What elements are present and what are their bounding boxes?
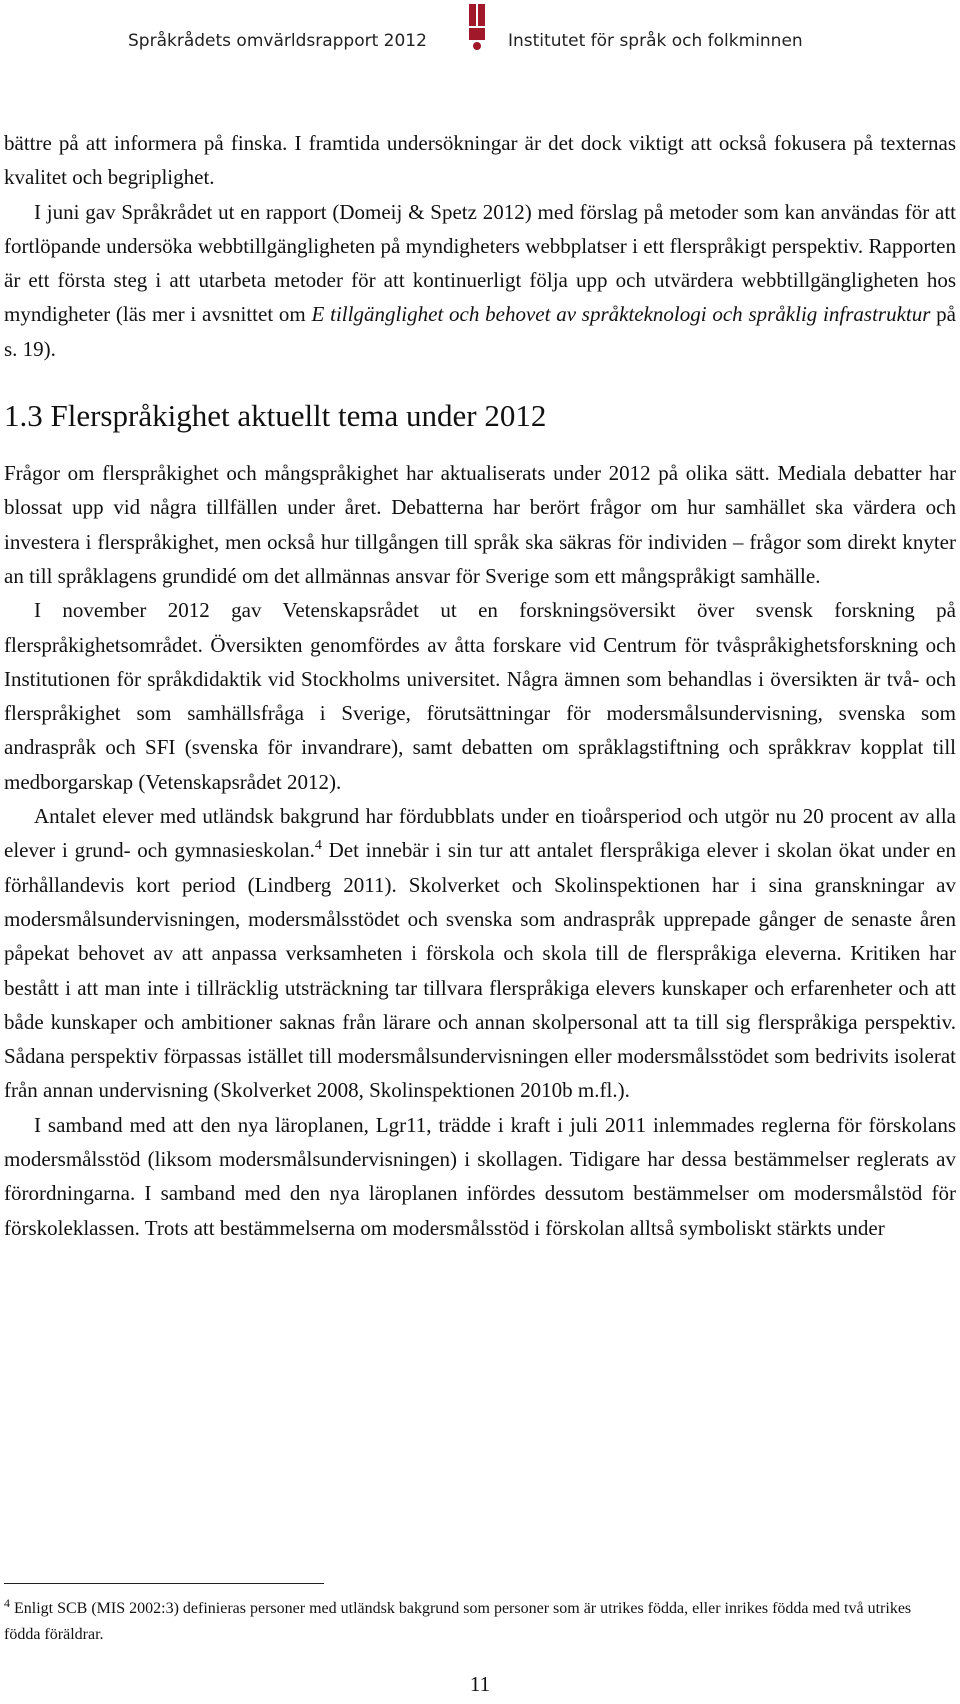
footnote-marker[interactable]: 4 (314, 838, 322, 854)
paragraph-text: I juni gav Språkrådet ut en rapport (Domeij & Spetz 2012) med förslag på metoder som kan användas för att fortlöpande undersöka webbtillgängligheten på myndigheters webbplatser i ett flerspråkigt perspektiv. Rapporten är ett första steg i att utarbeta metoder för att kontinuerligt följa upp och utvärdera webbtillgängligheten hos myndigheter (läs mer i avsnittet om (4, 199, 956, 327)
paragraph-text: Antalet elever med utländsk bakgrund har fördubblats under en tioårsperiod och utgör nu 20 procent av alla elever i grund- och gymnasieskolan. (4, 804, 956, 863)
paragraph: I samband med att den nya läroplanen, Lgr11, trädde i kraft i juli 2011 inlemmades reglerna för förskolans modersmålsstöd (liksom modersmålsundervisningen) i skollagen. Tidigare har dessa bestämmelser reglerats av förordningarna. I samband med den nya läroplanen infördes dessutom bestämmelser om modersmålstöd för förskoleklassen. Trots att bestämmelserna om modersmålsstöd i förskolan alltså symboliskt stärkts under (4, 1112, 956, 1240)
institute-logo-icon (467, 4, 487, 50)
paragraph (4, 195, 956, 366)
footnote (4, 1596, 934, 1648)
header-left-title: Språkrådets omvärldsrapport 2012 (128, 31, 427, 51)
paragraph: I november 2012 gav Vetenskapsrådet ut en forskningsöversikt över svensk forskning på flerspråkighetsområdet. Översikten genomfördes av åtta forskare vid Centrum för tvåspråkighetsforskning och Institutionen för språkdidaktik vid Stockholms universitet. Några ämnen som behandlas i översikten är två- och flerspråkighet som samhällsfråga i Sverige, förutsättningar för modersmålsundervisning, svenska som andraspråk och SFI (svenska för invandrare), samt debatten om språklagstiftning och språkkrav kopplat till medborgarskap (Vetenskapsrådet 2012). (4, 598, 956, 794)
footnote-text: Enligt SCB (MIS 2002:3) definieras personer med utländsk bakgrund som personer som är utrikes födda, eller inrikes födda med två utrikes födda föräldrar. (4, 1600, 912, 1643)
paragraph-text: Det innebär i sin tur att antalet flerspråkiga elever i skolan ökat under en förhållandevis kort period (Lindberg 2011). Skolverket och Skolinspektionen har i sina granskningar av modersmålsundervisningen, modersmålsstödet och svenska som andraspråk upprepade gånger de senaste åren påpekat behovet av att anpassa verksamheten i förskola och skola till de flerspråkiga eleverna. Kritiken har bestått i att man inte i tillräcklig utsträckning tar tillvara flerspråkiga elevers kunskaper och erfarenheter och att både kunskaper och ambitioner saknas från lärare och annan skolpersonal att ta till sig flerspråkiga perspektiv. Sådana perspektiv förpassas istället till modersmålsundervisningen eller modersmålsstödet som bedrivits isolerat från annan undervisning (Skolverket 2008, Skolinspektionen 2010b m.fl.). (4, 838, 956, 1103)
section-reference: E tillgänglighet och behovet av språkteknologi och språklig infrastruktur (311, 302, 931, 327)
page-number: 11 (469, 1672, 491, 1696)
main-text (4, 126, 956, 1245)
paragraph-text: på s. 19). (4, 302, 956, 361)
section-heading: 1.3 Flerspråkighet aktuellt tema under 2012 (4, 398, 547, 434)
footnote-number: 4 (4, 1596, 10, 1610)
footnote-divider (4, 1583, 324, 1584)
paragraph: Frågor om flerspråkighet och mångspråkighet har aktualiserats under 2012 på olika sätt. Mediala debatter har blossat upp vid några tillfällen under året. Debatterna har berört frågor om hur samhället ska värdera och investera i flerspråkighet, men också hur tillgången till språk ska säkras för individen – frågor som direkt knyter an till språklagens grundidé om det allmännas ansvar för Sverige som ett mångspråkigt samhälle. (4, 461, 956, 588)
paragraph (4, 799, 956, 1108)
paragraph: bättre på att informera på finska. I framtida undersökningar är det dock viktigt att också fokusera på texternas kvalitet och begriplighet. (4, 131, 956, 190)
header-right-title: Institutet för språk och folkminnen (508, 31, 803, 51)
page-header (0, 0, 960, 68)
